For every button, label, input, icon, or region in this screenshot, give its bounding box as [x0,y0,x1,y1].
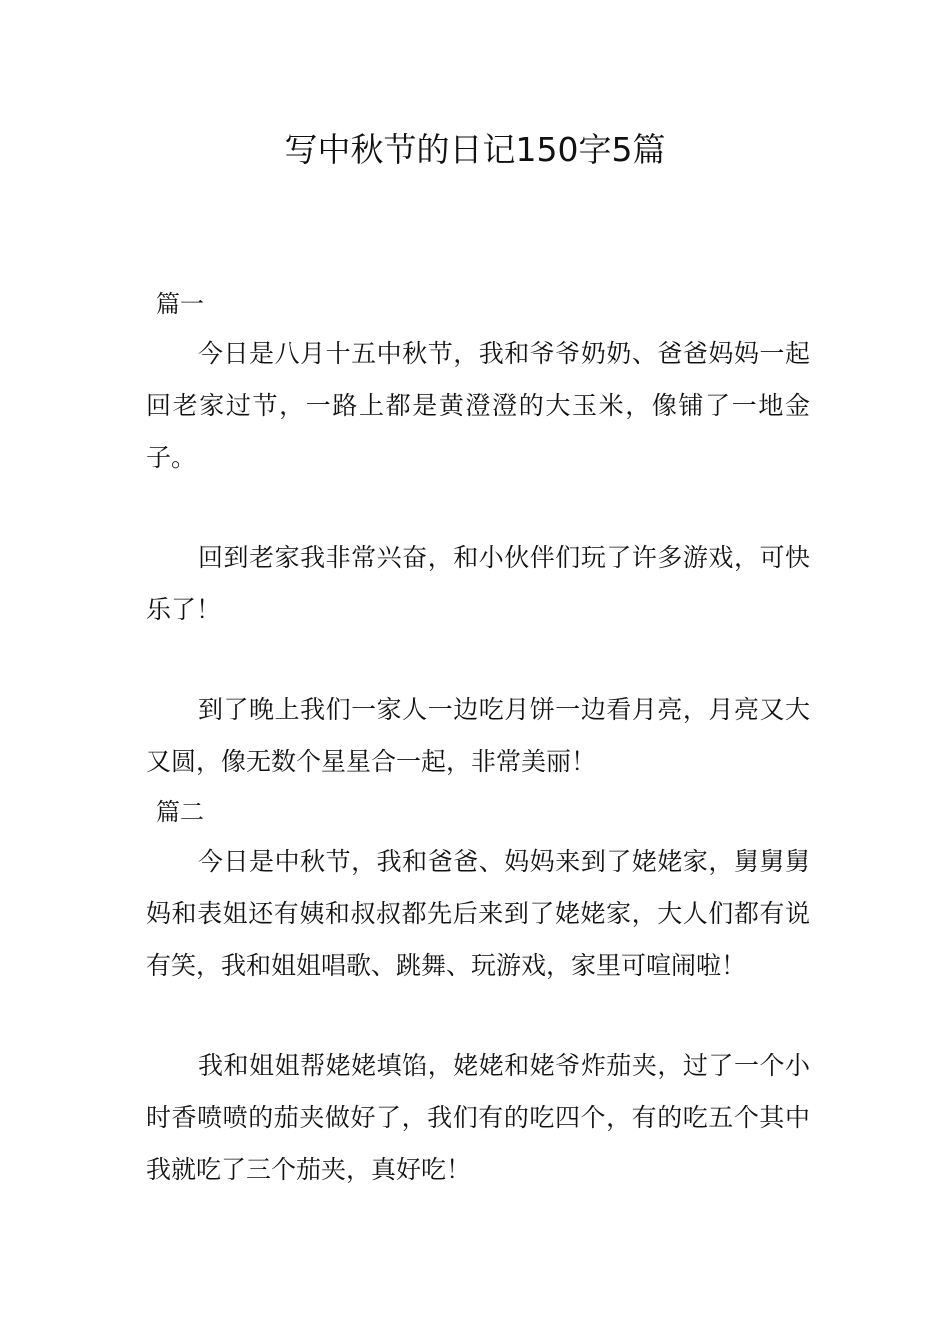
paragraph: 回到老家我非常兴奋，和小伙伴们玩了许多游戏，可快乐了！ [146,543,810,624]
document-body [146,280,810,1196]
paragraph: 今日是八月十五中秋节，我和爷爷奶奶、爸爸妈妈一起回老家过节，一路上都是黄澄澄的大玉米，像铺了一地金子。 [146,339,810,472]
document-title: 写中秋节的日记150字5篇 [284,130,666,169]
paragraph: 我和姐姐帮姥姥填馅，姥姥和姥爷炸茄夹，过了一个小时香喷喷的茄夹做好了，我们有的吃四个，有的吃五个其中我就吃了三个茄夹，真好吃！ [146,1051,810,1184]
section-heading-2: 篇二 [156,798,204,826]
paragraph: 到了晚上我们一家人一边吃月饼一边看月亮，月亮又大又圆，像无数个星星合一起，非常美丽！ [146,695,810,776]
section-heading-1: 篇一 [156,290,204,318]
paragraph: 今日是中秋节，我和爸爸、妈妈来到了姥姥家，舅舅舅妈和表姐还有姨和叔叔都先后来到了姥姥家，大人们都有说有笑，我和姐姐唱歌、跳舞、玩游戏，家里可喧闹啦！ [146,847,810,980]
paragraph-gap [146,636,810,684]
paragraph-gap [146,992,810,1040]
paragraph-gap [146,484,810,532]
